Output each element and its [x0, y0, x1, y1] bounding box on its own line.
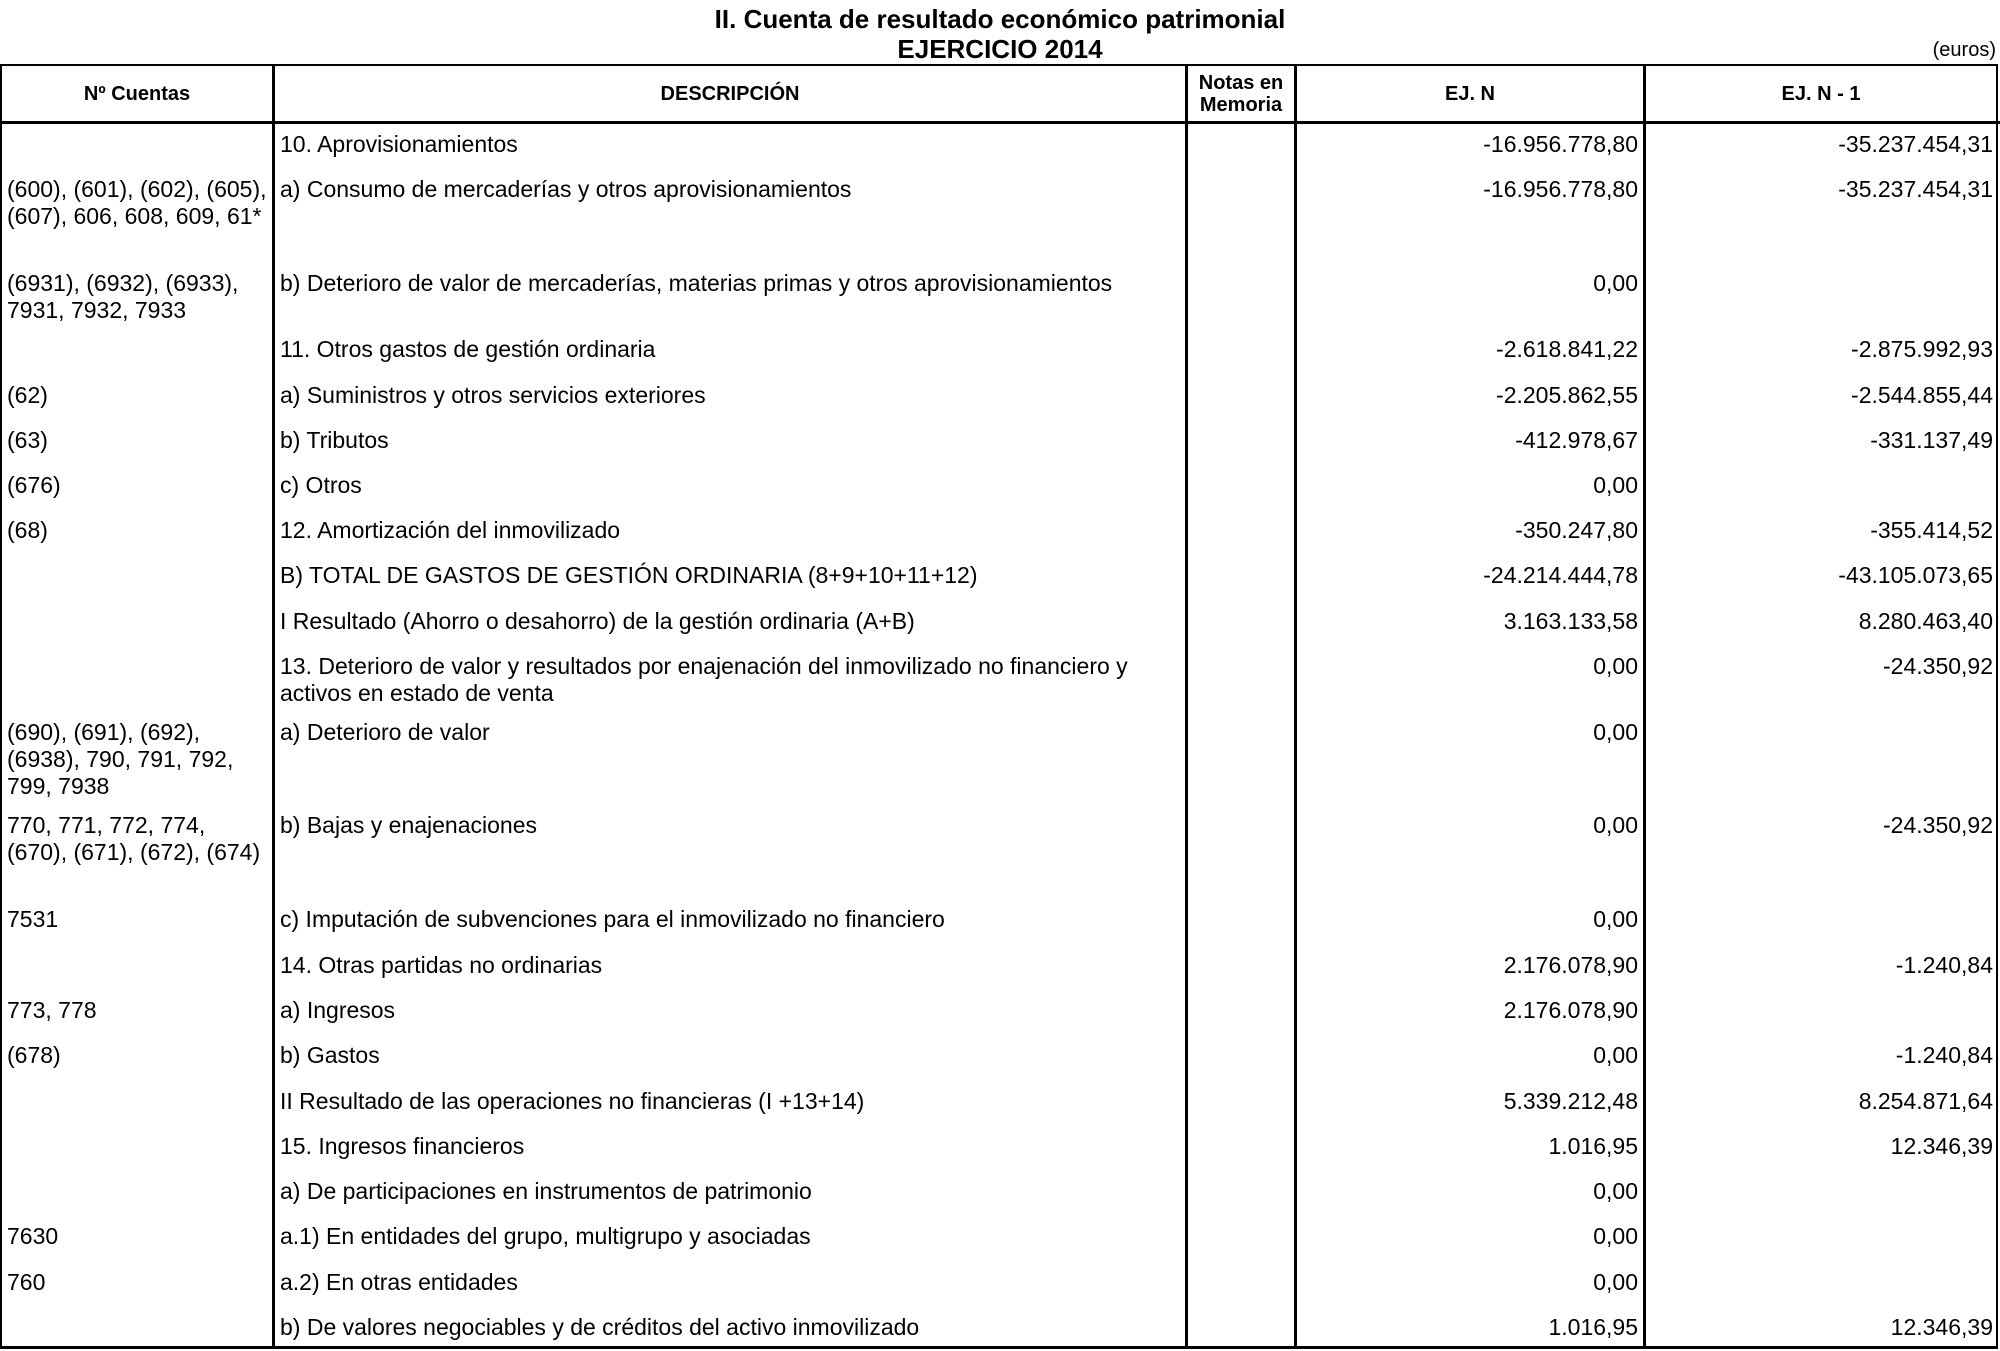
row-accounts: (678) [7, 1042, 61, 1068]
column-header-description: DESCRIPCIÓN [660, 82, 800, 105]
row-value-n: -16.956.778,80 [1483, 131, 1638, 157]
column-header-notes [1188, 66, 1294, 121]
row-description: c) Otros [280, 472, 362, 498]
row-value-n1: -1.240,84 [1895, 1042, 1993, 1068]
column-divider [272, 64, 275, 1349]
row-value-n1: -2.544.855,44 [1851, 382, 1993, 408]
row-description: a) Deterioro de valor [280, 719, 490, 745]
row-description: b) De valores negociables y de créditos del activo inmovilizado [280, 1314, 920, 1340]
row-accounts: 760 [7, 1269, 46, 1295]
row-accounts: 770, 771, 772, 774, (670), (671), (672), (674) [7, 812, 261, 865]
row-accounts: 7531 [7, 906, 59, 932]
row-description: a) De participaciones en instrumentos de patrimonio [280, 1178, 812, 1204]
row-value-n1: 12.346,39 [1890, 1133, 1993, 1159]
row-value-n: 0,00 [1593, 906, 1638, 932]
row-description: a) Ingresos [280, 997, 396, 1023]
row-value-n: 0,00 [1593, 653, 1638, 679]
row-accounts: 7630 [7, 1223, 59, 1249]
row-accounts: (68) [7, 517, 48, 543]
row-accounts: (690), (691), (692), (6938), 790, 791, 792, 799, 7938 [7, 719, 234, 799]
page-subtitle: EJERCICIO 2014 [897, 34, 1103, 64]
column-divider [1294, 64, 1297, 1349]
row-description: b) Deterioro de valor de mercaderías, materias primas y otros aprovisionamientos [280, 270, 1113, 296]
row-description: 14. Otras partidas no ordinarias [280, 952, 603, 978]
row-description: a.1) En entidades del grupo, multigrupo y asociadas [280, 1223, 811, 1249]
row-value-n: 3.163.133,58 [1503, 608, 1638, 634]
row-value-n: 1.016,95 [1548, 1314, 1638, 1340]
row-value-n: 0,00 [1593, 270, 1638, 296]
row-accounts: (62) [7, 382, 48, 408]
row-description: a) Consumo de mercaderías y otros aprovisionamientos [280, 176, 852, 202]
page-title: II. Cuenta de resultado económico patrimonial [714, 4, 1286, 34]
row-value-n: 5.339.212,48 [1503, 1088, 1638, 1114]
row-value-n: -350.247,80 [1515, 517, 1638, 543]
column-divider [1643, 64, 1646, 1349]
column-header-accounts: Nº Cuentas [83, 82, 191, 105]
row-value-n: 2.176.078,90 [1503, 952, 1638, 978]
row-value-n: 0,00 [1593, 1223, 1638, 1249]
row-value-n: 0,00 [1593, 472, 1638, 498]
row-accounts: (676) [7, 472, 61, 498]
row-description: 12. Amortización del inmovilizado [280, 517, 621, 543]
row-value-n1: -2.875.992,93 [1851, 336, 1993, 362]
column-header-year-n1: EJ. N - 1 [1781, 82, 1861, 105]
row-description: B) TOTAL DE GASTOS DE GESTIÓN ORDINARIA (8+9+10+11+12) [280, 562, 978, 588]
row-description: I Resultado (Ahorro o desahorro) de la gestión ordinaria (A+B) [280, 608, 915, 634]
row-value-n1: -24.350,92 [1883, 653, 1993, 679]
row-accounts: 773, 778 [7, 997, 97, 1023]
row-description: 11. Otros gastos de gestión ordinaria [280, 336, 656, 362]
column-header-notes-line2: Memoria [1199, 93, 1283, 116]
row-value-n: 0,00 [1593, 719, 1638, 745]
row-description: a.2) En otras entidades [280, 1269, 518, 1295]
column-divider [1185, 64, 1188, 1349]
row-value-n1: -35.237.454,31 [1838, 176, 1993, 202]
row-description: c) Imputación de subvenciones para el inmovilizado no financiero [280, 906, 945, 932]
row-value-n1: 12.346,39 [1890, 1314, 1993, 1340]
row-value-n1: -24.350,92 [1883, 812, 1993, 838]
column-header-notes-line1: Notas en [1198, 71, 1284, 94]
row-accounts: (63) [7, 427, 48, 453]
row-value-n: -412.978,67 [1515, 427, 1638, 453]
row-accounts: (6931), (6932), (6933), 7931, 7932, 7933 [7, 270, 239, 323]
row-description: II Resultado de las operaciones no financieras (I +13+14) [280, 1088, 865, 1114]
row-value-n1: -355.414,52 [1870, 517, 1993, 543]
row-description: b) Tributos [280, 427, 389, 453]
row-description: 13. Deterioro de valor y resultados por enajenación del inmovilizado no financiero y activos en estado de venta [280, 653, 1128, 706]
row-description: b) Gastos [280, 1042, 380, 1068]
row-value-n: 0,00 [1593, 1042, 1638, 1068]
row-value-n: 2.176.078,90 [1503, 997, 1638, 1023]
row-description: b) Bajas y enajenaciones [280, 812, 537, 838]
row-value-n: 0,00 [1593, 812, 1638, 838]
column-header-year-n: EJ. N [1444, 82, 1496, 105]
row-value-n1: -35.237.454,31 [1838, 131, 1993, 157]
row-value-n: 0,00 [1593, 1269, 1638, 1295]
row-value-n: -16.956.778,80 [1483, 176, 1638, 202]
row-description: a) Suministros y otros servicios exteriores [280, 382, 706, 408]
row-value-n1: 8.280.463,40 [1858, 608, 1993, 634]
row-value-n1: 8.254.871,64 [1858, 1088, 1993, 1114]
row-value-n: -24.214.444,78 [1483, 562, 1638, 588]
header-divider [0, 121, 2000, 124]
row-value-n: 0,00 [1593, 1178, 1638, 1204]
row-value-n1: -331.137,49 [1870, 427, 1993, 453]
row-accounts: (600), (601), (602), (605), (607), 606, 608, 609, 61* [7, 176, 267, 229]
row-value-n1: -1.240,84 [1895, 952, 1993, 978]
row-description: 15. Ingresos financieros [280, 1133, 525, 1159]
row-value-n: -2.618.841,22 [1496, 336, 1638, 362]
units-label: (euros) [1932, 39, 1996, 61]
row-value-n: -2.205.862,55 [1496, 382, 1638, 408]
row-description: 10. Aprovisionamientos [280, 131, 518, 157]
row-value-n1: -43.105.073,65 [1838, 562, 1993, 588]
row-value-n: 1.016,95 [1548, 1133, 1638, 1159]
